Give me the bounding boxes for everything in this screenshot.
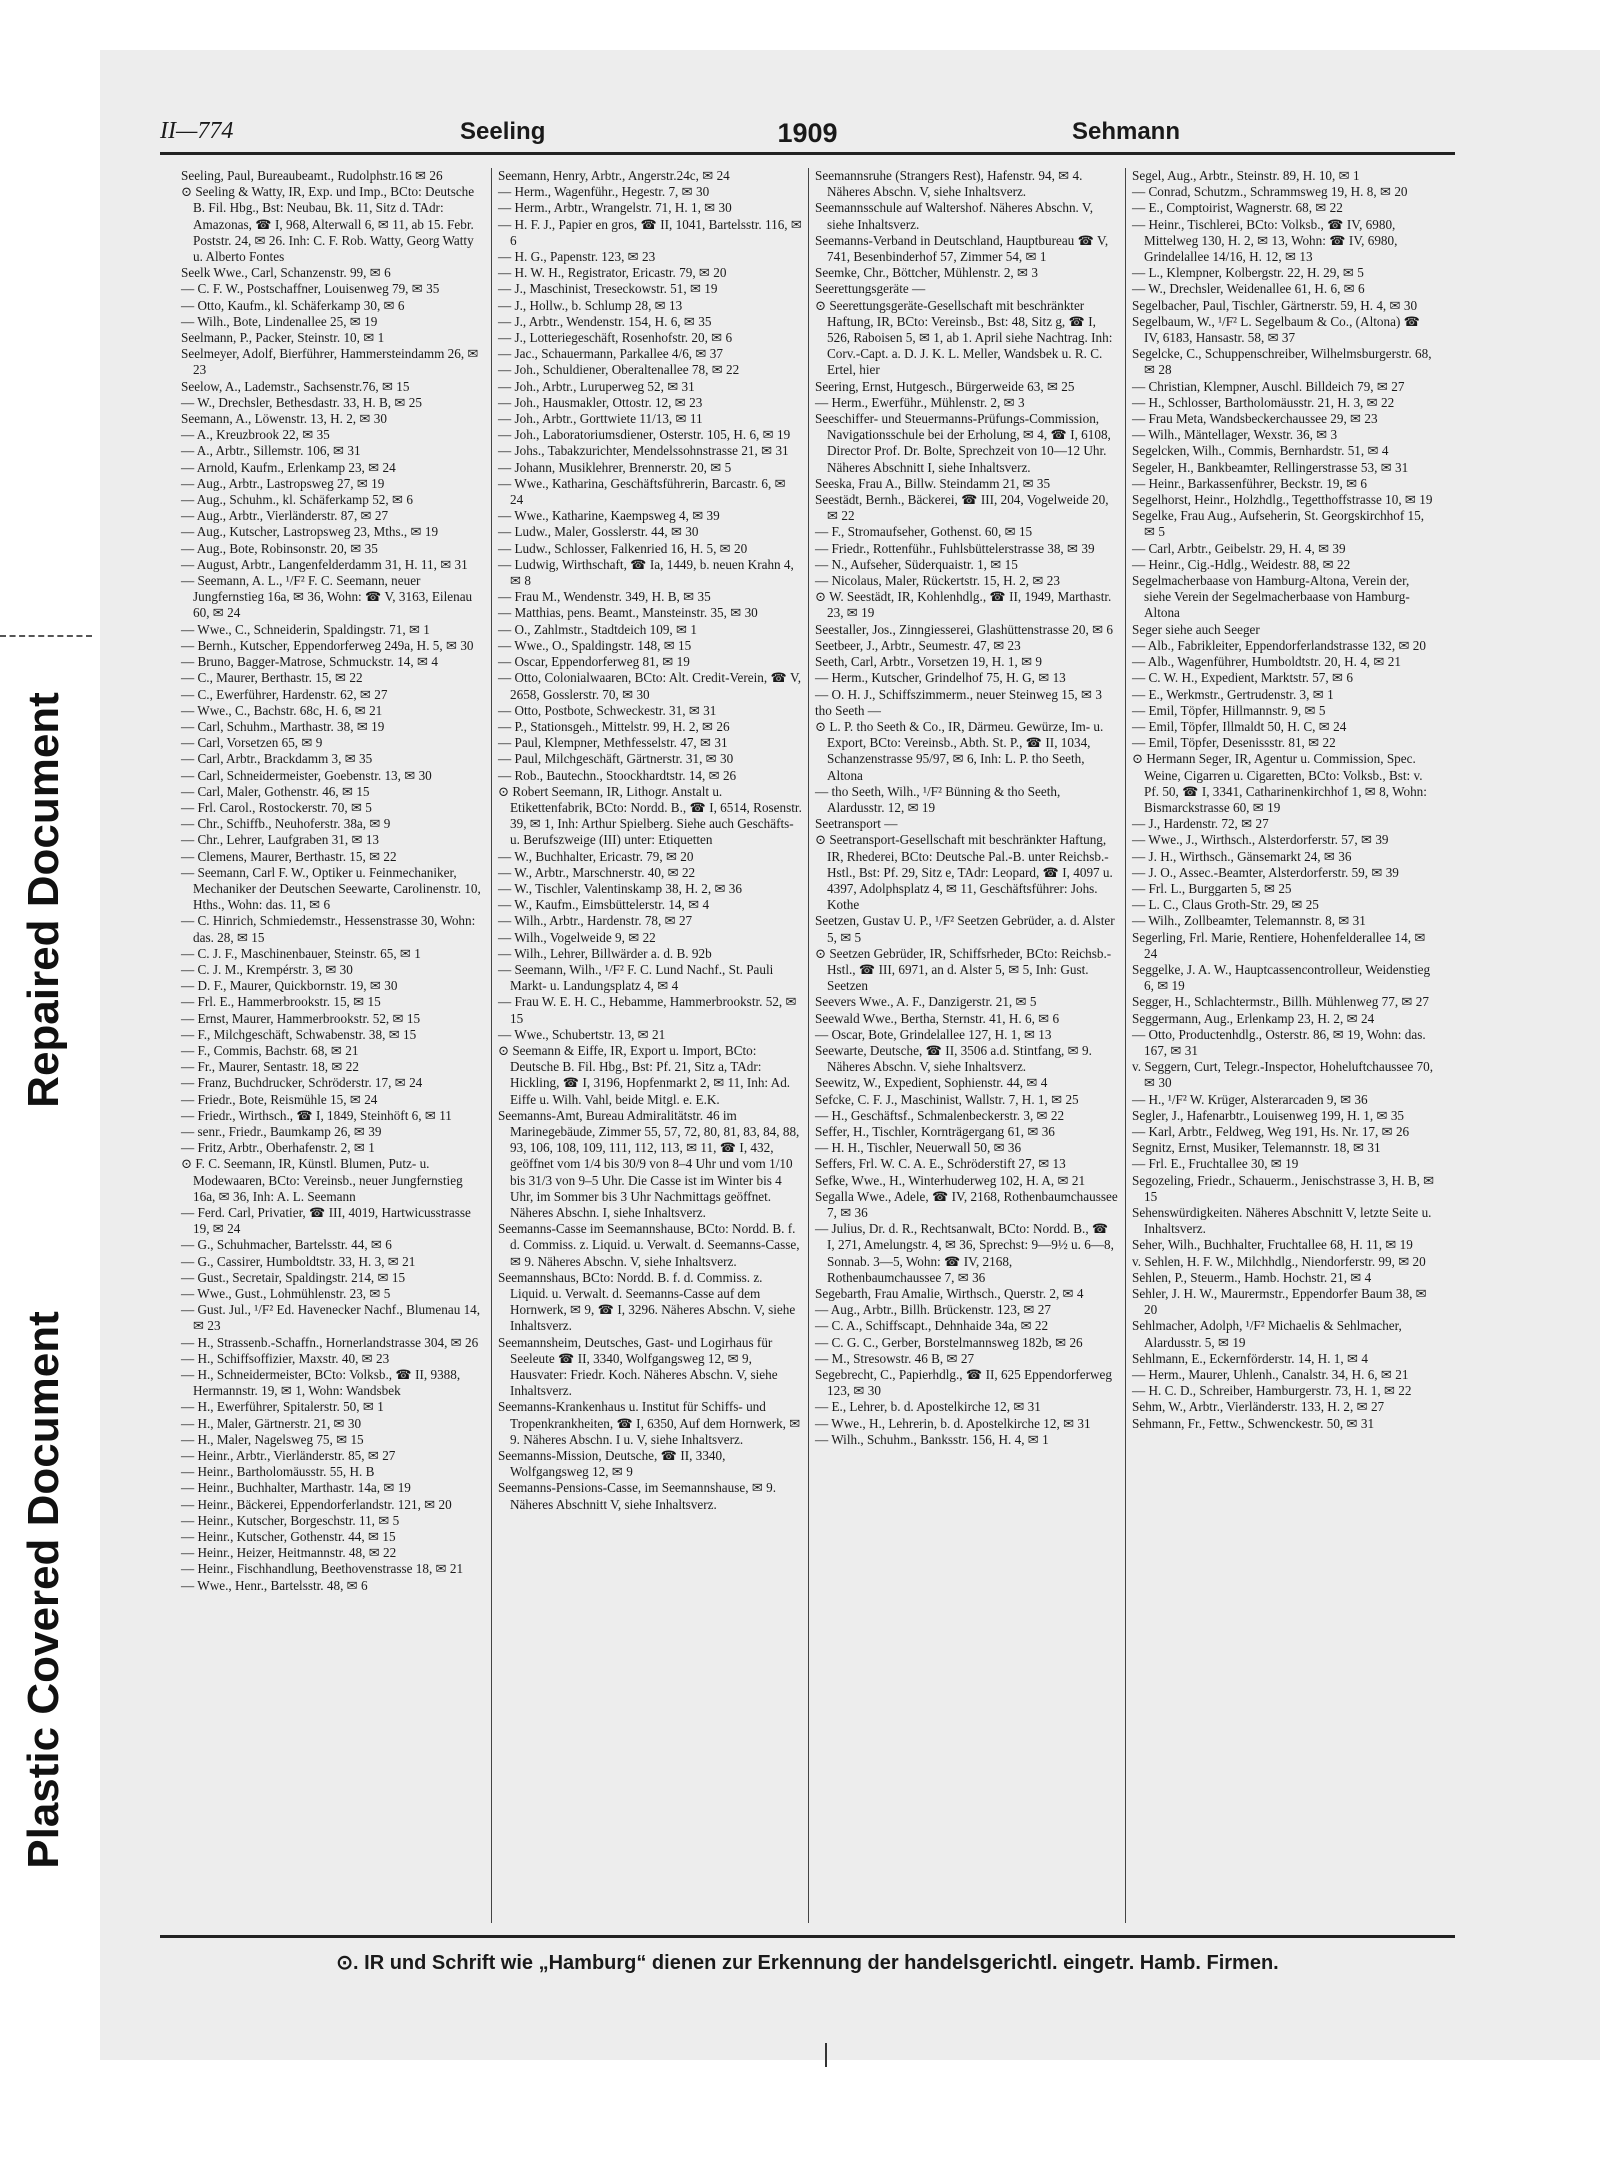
directory-entry: — C., Maurer, Berthastr. 15, ✉ 22 (181, 670, 363, 686)
directory-entry: tho Seeth — (815, 702, 881, 718)
directory-entry: Seelmeyer, Adolf, Bierführer, Hammersteindamm 26, ✉ 23 (181, 346, 479, 378)
directory-entry: Segel, Aug., Arbtr., Steinstr. 89, H. 10, ✉ 1 (1132, 168, 1360, 183)
directory-entry: — O. H. J., Schiffszimmerm., neuer Steinweg 15, ✉ 3 (815, 686, 1102, 702)
directory-entry: — Heinr., Bartholomäusstr. 55, H. B (181, 1464, 375, 1480)
directory-entry: — Wilh., Zollbeamter, Telemannstr. 8, ✉ 31 (1132, 913, 1366, 929)
directory-entry: — F., Commis, Bachstr. 68, ✉ 21 (181, 1042, 359, 1058)
directory-entry: — Seemann, A. L., ¹/F² F. C. Seemann, neuer Jungfernstieg 16a, ✉ 36, Wohn: ☎ V, 3163, Eilenau 60, ✉ 24 (181, 573, 473, 621)
directory-entry: — Heinr., Kutscher, Gothenstr. 44, ✉ 15 (181, 1529, 396, 1545)
directory-entry: Seemannsschule auf Waltershof. Näheres Abschn. V, siehe Inhaltsverz. (815, 200, 1094, 232)
directory-entry: — C. F. W., Postschaffner, Louisenweg 79, ✉ 35 (181, 281, 440, 297)
directory-entry: Seetzen, Gustav U. P., ¹/F² Seetzen Gebrüder, a. d. Alster 5, ✉ 5 (815, 913, 1115, 945)
directory-entry: — Julius, Dr. d. R., Rechtsanwalt, BCto: Nordd. B., ☎ I, 271, Amelungstr. 4, ✉ 36, Sprechst: 9—9½ u. 6—8, Sonnab. 3—5, Wohn: ☎ IV, 2168, Rothenbaumchaussee 7, ✉ 36 (815, 1221, 1114, 1285)
directory-entry: — E., Werkmstr., Gertrudenstr. 3, ✉ 1 (1132, 686, 1334, 702)
margin-tick (825, 2043, 827, 2067)
directory-entry: — W., Kaufm., Eimsbüttelerstr. 14, ✉ 4 (498, 897, 710, 913)
directory-entry: — Bernh., Kutscher, Eppendorferweg 249a, H. 5, ✉ 30 (181, 637, 474, 653)
column-3 (809, 168, 1126, 1923)
directory-entry: — August, Arbtr., Langenfelderdamm 31, H. 11, ✉ 31 (181, 556, 468, 572)
page-reference: II—774 (160, 118, 234, 144)
directory-entry: — Nicolaus, Maler, Rückertstr. 15, H. 2, ✉ 23 (815, 573, 1060, 589)
directory-entry: — Conrad, Schutzm., Schrammsweg 19, H. 8, ✉ 20 (1132, 184, 1408, 200)
directory-entry: — D. F., Maurer, Quickbornstr. 19, ✉ 30 (181, 978, 398, 994)
directory-entry: — Heinr., Kutscher, Borgeschstr. 11, ✉ 5 (181, 1512, 400, 1528)
directory-entry: ⊙ W. Seestädt, IR, Kohlenhdlg., ☎ II, 1949, Marthastr. 23, ✉ 19 (815, 589, 1112, 621)
directory-entry: — M., Stresowstr. 46 B, ✉ 27 (815, 1350, 975, 1366)
directory-entry: Seewald Wwe., Bertha, Sternstr. 41, H. 6, ✉ 6 (815, 1010, 1060, 1026)
directory-entry: — J., Lotteriegeschäft, Rosenhofstr. 20, ✉ 6 (498, 330, 733, 346)
directory-entry: — H., ¹/F² W. Krüger, Alsterarcaden 9, ✉ 36 (1132, 1091, 1368, 1107)
directory-entry: — Aug., Kutscher, Lastropsweg 23, Mths., ✉ 19 (181, 524, 439, 540)
directory-entry: — A., Kreuzbrook 22, ✉ 35 (181, 427, 330, 443)
directory-entry: Seeska, Frau A., Billw. Steindamm 21, ✉ 35 (815, 475, 1051, 491)
directory-entry: Sehm, W., Arbtr., Vierländerstr. 133, H. 2, ✉ 27 (1132, 1399, 1385, 1415)
directory-entry: Segler, J., Hafenarbtr., Louisenweg 199, H. 1, ✉ 35 (1132, 1107, 1405, 1123)
directory-entry: — Wilh., Mäntellager, Wexstr. 36, ✉ 3 (1132, 427, 1338, 443)
directory-entry: — Fr., Maurer, Sentastr. 18, ✉ 22 (181, 1059, 359, 1075)
directory-page (160, 100, 1455, 2005)
directory-entry: — Wwe., Gust., Lohmühlenstr. 23, ✉ 5 (181, 1286, 391, 1302)
directory-entry: Sehlmacher, Adolph, ¹/F² Michaelis & Sehlmacher, Alardusstr. 5, ✉ 19 (1132, 1318, 1402, 1350)
directory-entry: Seewarte, Deutsche, ☎ II, 3506 a.d. Stintfang, ✉ 9. Näheres Abschn. V, siehe Inhaltsverz. (815, 1042, 1092, 1075)
directory-entry: — Matthias, pens. Beamt., Mansteinstr. 35, ✉ 30 (498, 605, 758, 621)
directory-entry: Seemanns-Verband in Deutschland, Hauptbureau ☎ V, 741, Besenbinderhof 57, Zimmer 54, ✉ 1 (815, 232, 1109, 265)
directory-entry: — W., Buchhalter, Ericastr. 79, ✉ 20 (498, 848, 694, 864)
directory-entry: — Wwe., H., Lehrerin, b. d. Apostelkirche 12, ✉ 31 (815, 1415, 1091, 1431)
directory-entry: — Jac., Schauermann, Parkallee 4/6, ✉ 37 (498, 346, 723, 362)
directory-entry: Seetbeer, J., Arbtr., Seumestr. 47, ✉ 23 (815, 637, 1021, 653)
directory-entry: Segelcke, C., Schuppenschreiber, Wilhelmsburgerstr. 68, ✉ 28 (1132, 346, 1432, 378)
directory-entry: Seemann, Henry, Arbtr., Angerstr.24c, ✉ 24 (498, 168, 730, 183)
directory-entry: — Aug., Schuhm., kl. Schäferkamp 52, ✉ 6 (181, 492, 413, 508)
directory-entry: — Frau M., Wendenstr. 349, H. B, ✉ 35 (498, 589, 711, 605)
directory-entry: Sehenswürdigkeiten. Näheres Abschnitt V, letzte Seite u. Inhaltsverz. (1132, 1205, 1432, 1237)
directory-entry: — Wwe., Katharine, Kaempsweg 4, ✉ 39 (498, 508, 720, 524)
directory-entry: — W., Drechsler, Bethesdastr. 33, H. B, ✉ 25 (181, 394, 422, 410)
directory-entry: — H., Maler, Nagelsweg 75, ✉ 15 (181, 1431, 364, 1447)
directory-entry: — Gust., Secretair, Spaldingstr. 214, ✉ 15 (181, 1269, 406, 1285)
directory-entry: — Carl, Arbtr., Geibelstr. 29, H. 4, ✉ 39 (1132, 540, 1346, 556)
directory-entry: — Wwe., J., Wirthsch., Alsterdorferstr. 57, ✉ 39 (1132, 832, 1389, 848)
directory-entry: Sehmann, Fr., Fettw., Schwenckestr. 50, ✉ 31 (1132, 1415, 1375, 1431)
directory-entry: Seemannshaus, BCto: Nordd. B. f. d. Commiss. z. Liquid. u. Verwalt. d. Seemanns-Casse auf dem Hornwerk, ✉ 9, ☎ I, 3296. Näheres Abschn. V, siehe Inhaltsverz. (498, 1269, 796, 1334)
directory-entry: — J. H., Wirthsch., Gänsemarkt 24, ✉ 36 (1132, 848, 1352, 864)
directory-entry: — Karl, Arbtr., Feldweg, Weg 191, Hs. Nr. 17, ✉ 26 (1132, 1123, 1410, 1139)
directory-entry: — H. C. D., Schreiber, Hamburgerstr. 73, H. 1, ✉ 22 (1132, 1383, 1412, 1399)
directory-entry: — Wilh., Arbtr., Hardenstr. 78, ✉ 27 (498, 913, 693, 929)
directory-entry: — Ludwig, Wirthschaft, ☎ Ia, 1449, b. neuen Krahn 4, ✉ 8 (498, 556, 794, 589)
directory-entry: — Joh., Schuldiener, Oberaltenallee 78, ✉ 22 (498, 362, 740, 378)
directory-entry: v. Sehlen, H. F. W., Milchhdlg., Niendorferstr. 99, ✉ 20 (1132, 1253, 1426, 1269)
directory-entry: Sehlen, P., Steuerm., Hamb. Hochstr. 21, ✉ 4 (1132, 1269, 1372, 1285)
directory-entry: Seffers, Frl. W. C. A. E., Schröderstift 27, ✉ 13 (815, 1156, 1066, 1172)
directory-entry: Sefke, Wwe., H., Winterhuderweg 102, H. A, ✉ 21 (815, 1172, 1086, 1188)
directory-entry: Seelk Wwe., Carl, Schanzenstr. 99, ✉ 6 (181, 265, 391, 281)
directory-entry: Segerling, Frl. Marie, Rentiere, Hohenfelderallee 14, ✉ 24 (1132, 929, 1426, 961)
directory-entry: — H., Ewerführer, Spitalerstr. 50, ✉ 1 (181, 1399, 384, 1415)
directory-entry: Seemann, A., Löwenstr. 13, H. 2, ✉ 30 (181, 411, 387, 427)
directory-entry: — E., Lehrer, b. d. Apostelkirche 12, ✉ 31 (815, 1399, 1041, 1415)
directory-entry: Segalla Wwe., Adele, ☎ IV, 2168, Rothenbaumchaussee 7, ✉ 36 (815, 1188, 1118, 1220)
directory-entry: — H. W. H., Registrator, Ericastr. 79, ✉ 20 (498, 265, 727, 281)
directory-entry: — Frl. L., Burggarten 5, ✉ 25 (1132, 880, 1292, 896)
directory-entry: — W., Drechsler, Weidenallee 61, H. 6, ✉ 6 (1132, 281, 1365, 297)
directory-entry: — Wilh., Bote, Lindenallee 25, ✉ 19 (181, 313, 378, 329)
directory-entry: — Clemens, Maurer, Berthastr. 15, ✉ 22 (181, 848, 397, 864)
page-header (160, 118, 1455, 155)
directory-entry: Segozeling, Friedr., Schauerm., Jenischstrasse 3, H. B, ✉ 15 (1132, 1172, 1435, 1204)
directory-entry: — Carl, Vorsetzen 65, ✉ 9 (181, 735, 323, 751)
directory-entry: Seeling, Paul, Bureaubeamt., Rudolphstr.16 ✉ 26 (181, 168, 443, 183)
column-1 (175, 168, 492, 1923)
directory-entry: Seewitz, W., Expedient, Sophienstr. 44, ✉ 4 (815, 1075, 1048, 1091)
directory-entry: ⊙ Seetransport-Gesellschaft mit beschränkter Haftung, IR, Rhederei, BCto: Deutsche Pal.-B. unter Reichsb.-Hstl., Bst: Pf. 29, Sitz e, TAdr: Leopard, ☎ I, 4097 u. 4397, Adolphsplatz 4, ✉ 11, Geschäftsführer: Johs. Kothe (815, 832, 1113, 913)
directory-entry: ⊙ Seerettungsgeräte-Gesellschaft mit beschränkter Haftung, IR, BCto: Vereinsb., Bst: 48, Sitz g, ☎ I, 526, Raboisen 5, ✉ 1, ab 1. April siehe Nachtrag. Inh: Corv.-Capt. a. D. J. K. L. Meller, Wandsbek u. R. C. Ertel, hier (815, 297, 1113, 378)
directory-entry: Seger siehe auch Seeger (1132, 621, 1260, 637)
directory-entry: — H., Schlosser, Bartholomäusstr. 21, H. 3, ✉ 22 (1132, 394, 1395, 410)
directory-entry: — Heinr., Barkassenführer, Beckstr. 19, ✉ 6 (1132, 475, 1368, 491)
directory-entry: Segelbacher, Paul, Tischler, Gärtnerstr. 59, H. 4, ✉ 30 (1132, 297, 1418, 313)
directory-entry: — Friedr., Bote, Reismühle 15, ✉ 24 (181, 1091, 378, 1107)
directory-entry: — Otto, Postbote, Schweckestr. 31, ✉ 31 (498, 702, 717, 718)
directory-entry: — Herm., Arbtr., Wrangelstr. 71, H. 1, ✉ 30 (498, 200, 732, 216)
directory-entry: — H., Schiffsoffizier, Maxstr. 40, ✉ 23 (181, 1350, 390, 1366)
directory-entry: — O., Zahlmstr., Stadtdeich 109, ✉ 1 (498, 621, 697, 637)
directory-entry: — Wwe., Henr., Bartelsstr. 48, ✉ 6 (181, 1577, 368, 1593)
directory-entry: Seemannsruhe (Strangers Rest), Hafenstr. 94, ✉ 4. Näheres Abschn. V, siehe Inhaltsverz. (815, 168, 1083, 200)
directory-entry: — Christian, Klempner, Auschl. Billdeich 79, ✉ 27 (1132, 378, 1405, 394)
directory-columns (175, 168, 1445, 1923)
directory-entry: Seemanns-Krankenhaus u. Institut für Schiffs- und Tropenkrankheiten, ☎ I, 6350, Auf dem Hornwerk, ✉ 9. Näheres Abschn. I u. V, siehe Inhaltsverz. (498, 1399, 801, 1447)
header-first-word: Seeling (460, 118, 546, 145)
directory-entry: Seelow, A., Lademstr., Sachsenstr.76, ✉ 15 (181, 378, 410, 394)
directory-entry: — Joh., Laboratoriumsdiener, Osterstr. 105, H. 6, ✉ 19 (498, 427, 791, 443)
plastic-covered-label: Plastic Covered Document (19, 1311, 68, 1869)
directory-entry: Seelmann, P., Packer, Steinstr. 10, ✉ 1 (181, 330, 385, 346)
directory-entry: — G., Schuhmacher, Bartelsstr. 44, ✉ 6 (181, 1237, 392, 1253)
directory-entry: — Fritz, Arbtr., Oberhafenstr. 2, ✉ 1 (181, 1140, 375, 1156)
directory-entry: — Carl, Schuhm., Marthastr. 38, ✉ 19 (181, 718, 385, 734)
directory-entry: — F., Stromaufseher, Gothenst. 60, ✉ 15 (815, 524, 1033, 540)
directory-entry: — Aug., Arbtr., Billh. Brückenstr. 123, ✉ 27 (815, 1302, 1051, 1318)
directory-entry: Seffer, H., Tischler, Kornträgergang 61, ✉ 36 (815, 1123, 1055, 1139)
header-last-word: Sehmann (1071, 118, 1180, 145)
directory-entry: — L., Klempner, Kolbergstr. 22, H. 29, ✉ 5 (1132, 265, 1364, 281)
directory-entry: — L. C., Claus Groth-Str. 29, ✉ 25 (1132, 897, 1319, 913)
directory-entry: — Frl. E., Fruchtallee 30, ✉ 19 (1132, 1156, 1299, 1172)
directory-entry: Seevers Wwe., A. F., Danzigerstr. 21, ✉ 5 (815, 994, 1037, 1010)
directory-entry: — H. H., Tischler, Neuerwall 50, ✉ 36 (815, 1140, 1022, 1156)
directory-entry: — Johs., Tabakzurichter, Mendelssohnstrasse 21, ✉ 31 (498, 443, 789, 459)
directory-entry: — Heinr., Buchhalter, Marthastr. 14a, ✉ 19 (181, 1480, 411, 1496)
directory-entry: Seggermann, Aug., Erlenkamp 23, H. 2, ✉ 24 (1132, 1010, 1375, 1026)
directory-entry: ⊙ L. P. tho Seeth & Co., IR, Därmeu. Gewürze, Im- u. Export, BCto: Vereinsb., Abth. St. P., ☎ II, 1034, Schanzenstrasse 95/97, ✉ 6, Inh: L. P. tho Seeth, Altona (815, 718, 1104, 783)
directory-entry: — C. J. F., Maschinenbauer, Steinstr. 65, ✉ 1 (181, 945, 421, 961)
directory-entry: — Joh., Hausmakler, Ottostr. 12, ✉ 23 (498, 394, 703, 410)
directory-entry: — Frl. E., Hammerbrookstr. 15, ✉ 15 (181, 994, 381, 1010)
directory-entry: — J. O., Assec.-Beamter, Alsterdorferstr. 59, ✉ 39 (1132, 864, 1399, 880)
directory-entry: — Heinr., Bäckerei, Eppendorferlandstr. 121, ✉ 20 (181, 1496, 452, 1512)
directory-entry: — Emil, Töpfer, Hillmannstr. 9, ✉ 5 (1132, 702, 1326, 718)
directory-entry: ⊙ Seetzen Gebrüder, IR, Schiffsrheder, BCto: Reichsb.-Hstl., ☎ III, 6971, an d. Alster 5, ✉ 5, Inh: Gust. Seetzen (815, 945, 1112, 994)
directory-entry: — Herm., Maurer, Uhlenh., Canalstr. 34, H. 6, ✉ 21 (1132, 1367, 1409, 1383)
directory-entry: — Heinr., Heizer, Heitmannstr. 48, ✉ 22 (181, 1545, 397, 1561)
directory-entry: — Rob., Bautechn., Stoockhardtstr. 14, ✉ 26 (498, 767, 737, 783)
column-4 (1126, 168, 1443, 1923)
directory-entry: — C. A., Schiffscapt., Dehnhaide 34a, ✉ 22 (815, 1318, 1049, 1334)
directory-entry: Segeler, H., Bankbeamter, Rellingerstrasse 53, ✉ 31 (1132, 459, 1409, 475)
directory-entry: Segelmacherbaase von Hamburg-Altona, Verein der, siehe Verein der Segelmacherbaase von Hamburg-Altona (1132, 573, 1410, 621)
directory-entry: Seeth, Carl, Arbtr., Vorsetzen 19, H. 1, ✉ 9 (815, 654, 1043, 670)
directory-entry: ⊙ Robert Seemann, IR, Lithogr. Anstalt u. Etikettenfabrik, BCto: Nordd. B., ☎ I, 6514, Rosenstr. 39, ✉ 1, Inh: Arthur Spielberg. Siehe auch Geschäfts- u. Berufszweige (III) unter: Etiquetten (498, 783, 802, 848)
directory-entry: — Franz, Buchdrucker, Schröderstr. 17, ✉ 24 (181, 1075, 423, 1091)
directory-entry: — Heinr., Tischlerei, BCto: Volksb., ☎ IV, 6980, Mittelweg 130, H. 2, ✉ 13, Wohn: ☎ IV, 6980, Grindelallee 14/16, H. 12, ✉ 13 (1132, 216, 1398, 265)
directory-entry: Seemke, Chr., Böttcher, Mühlenstr. 2, ✉ 3 (815, 265, 1038, 281)
directory-entry: — H., Geschäftsf., Schmalenbeckerstr. 3, ✉ 22 (815, 1107, 1065, 1123)
directory-entry: — G., Cassirer, Humboldtstr. 33, H. 3, ✉ 21 (181, 1253, 416, 1269)
directory-entry: ⊙ Hermann Seger, IR, Agentur u. Commission, Spec. Weine, Cigarren u. Cigaretten, BCto: Volksb., Bst: v. Pf. 50, ☎ I, 3341, Catharinenkirchhof 1, ✉ 8, Wohn: Bismarckstrasse 60, ✉ 19 (1132, 751, 1427, 815)
directory-entry: — H., Maler, Gärtnerstr. 21, ✉ 30 (181, 1415, 362, 1431)
directory-entry: — Ernst, Maurer, Hammerbrookstr. 52, ✉ 15 (181, 1010, 421, 1026)
directory-entry: — tho Seeth, Wilh., ¹/F² Bünning & tho Seeth, Alardusstr. 12, ✉ 19 (815, 783, 1061, 815)
directory-entry: — C. W. H., Expedient, Marktstr. 57, ✉ 6 (1132, 670, 1353, 686)
directory-entry: — Gust. Jul., ¹/F² Ed. Havenecker Nachf., Blumenau 14, ✉ 23 (181, 1302, 481, 1334)
directory-entry: Segger, H., Schlachtermstr., Billh. Mühlenweg 77, ✉ 27 (1132, 994, 1429, 1010)
directory-entry: ⊙ Seemann & Eiffe, IR, Export u. Import, BCto: Deutsche B. Fil. Hbg., Bst: Pf. 21, Sitz a, TAdr: Hickling, ☎ I, 3196, Hopfenmarkt 2, ✉ 11, Inh: Ad. Eiffe u. Wilh. Vahl, beide Mitgl. e. E.K. (498, 1042, 791, 1107)
directory-entry: Seering, Ernst, Hutgesch., Bürgerweide 63, ✉ 25 (815, 378, 1075, 394)
directory-entry: Seggelke, J. A. W., Hauptcassencontrolleur, Weidenstieg 6, ✉ 19 (1132, 961, 1431, 994)
directory-entry: — Arnold, Kaufm., Erlenkamp 23, ✉ 24 (181, 459, 396, 475)
directory-entry: Seestaller, Jos., Zinngiesserei, Glashüttenstrasse 20, ✉ 6 (815, 621, 1114, 637)
directory-entry: — Emil, Töpfer, Desenissstr. 81, ✉ 22 (1132, 735, 1336, 751)
directory-entry: — Alb., Wagenführer, Humboldtstr. 20, H. 4, ✉ 21 (1132, 654, 1401, 670)
directory-entry: — Alb., Fabrikleiter, Eppendorferlandstrasse 132, ✉ 20 (1132, 637, 1426, 653)
directory-entry: — Carl, Maler, Gothenstr. 46, ✉ 15 (181, 783, 370, 799)
directory-entry: — H., Schneidermeister, BCto: Volksb., ☎ II, 9388, Hermannstr. 19, ✉ 1, Wohn: Wandsbek (181, 1367, 461, 1399)
directory-entry: — J., Arbtr., Wendenstr. 154, H. 6, ✉ 35 (498, 313, 712, 329)
directory-entry: ⊙ F. C. Seemann, IR, Künstl. Blumen, Putz- u. Modewaaren, BCto: Vereinsb., neuer Jungfernstieg 16a, ✉ 36, Inh: A. L. Seemann (181, 1156, 463, 1204)
directory-entry: Sefcke, C. F. J., Maschinist, Wallstr. 7, H. 1, ✉ 25 (815, 1091, 1079, 1107)
directory-entry: — N., Aufseher, Süderquaistr. 1, ✉ 15 (815, 556, 1018, 572)
directory-entry: — Herm., Wagenführ., Hegestr. 7, ✉ 30 (498, 184, 710, 200)
directory-entry: — Oscar, Eppendorferweg 81, ✉ 19 (498, 654, 690, 670)
directory-entry: Seetransport — (815, 816, 898, 832)
directory-entry: — C. Hinrich, Schmiedemstr., Hessenstrasse 30, Wohn: das. 28, ✉ 15 (181, 913, 476, 945)
directory-entry: Segebrecht, C., Papierhdlg., ☎ II, 625 Eppendorferweg 123, ✉ 30 (815, 1367, 1112, 1399)
directory-entry: Seemanns-Pensions-Casse, im Seemannshause, ✉ 9. Näheres Abschnitt V, siehe Inhaltsverz. (498, 1480, 777, 1512)
directory-entry: — W., Tischler, Valentinskamp 38, H. 2, ✉ 36 (498, 880, 742, 896)
directory-entry: — Joh., Arbtr., Gorttwiete 11/13, ✉ 11 (498, 411, 703, 427)
directory-entry: Seemanns-Mission, Deutsche, ☎ II, 3340, Wolfgangsweg 12, ✉ 9 (498, 1448, 726, 1480)
header-year: 1909 (777, 118, 838, 148)
directory-entry: — Frau W. E. H. C., Hebamme, Hammerbrookstr. 52, ✉ 15 (498, 994, 797, 1026)
directory-entry: — Bruno, Bagger-Matrose, Schmuckstr. 14, ✉ 4 (181, 654, 438, 670)
directory-entry: — Wilh., Schuhm., Banksstr. 156, H. 4, ✉ 1 (815, 1431, 1049, 1447)
directory-entry: Segelcken, Wilh., Commis, Bernhardstr. 51, ✉ 4 (1132, 443, 1389, 459)
directory-entry: — Aug., Bote, Robinsonstr. 20, ✉ 35 (181, 540, 378, 556)
column-2 (492, 168, 809, 1923)
directory-entry: — Wwe., C., Schneiderin, Spaldingstr. 71, ✉ 1 (181, 621, 430, 637)
directory-entry: — Otto, Productenhdlg., Osterstr. 86, ✉ 19, Wohn: das. 167, ✉ 31 (1132, 1026, 1426, 1058)
directory-entry: Seeschiffer- und Steuermanns-Prüfungs-Commission, Navigationsschule bei der Erholung, ✉ 4, ☎ I, 6108, Director Prof. Dr. Bolte, Sprechzeit von 10—12 Uhr. Näheres Abschnitt I, siehe Inhaltsverz. (815, 411, 1111, 475)
directory-entry: Segnitz, Ernst, Musiker, Telemannstr. 18, ✉ 31 (1132, 1140, 1381, 1156)
directory-entry: — W., Arbtr., Marschnerstr. 40, ✉ 22 (498, 864, 696, 880)
directory-entry: — H. G., Papenstr. 123, ✉ 23 (498, 249, 656, 265)
directory-entry: Seestädt, Bernh., Bäckerei, ☎ III, 204, Vogelweide 20, ✉ 22 (815, 492, 1109, 524)
directory-entry: — senr., Friedr., Baumkamp 26, ✉ 39 (181, 1123, 382, 1139)
directory-entry: Sehlmann, E., Eckernförderstr. 14, H. 1, ✉ 4 (1132, 1350, 1368, 1366)
directory-entry: Seerettungsgeräte — (815, 281, 926, 297)
directory-entry: Segelbaum, W., ¹/F² L. Segelbaum & Co., (Altona) ☎ IV, 6183, Hansastr. 58, ✉ 37 (1132, 313, 1421, 346)
directory-entry: — Herm., Ewerführ., Mühlenstr. 2, ✉ 3 (815, 394, 1025, 410)
directory-entry: — Ludw., Maler, Gosslerstr. 44, ✉ 30 (498, 524, 699, 540)
directory-entry: — Frau Meta, Wandsbeckerchaussee 29, ✉ 23 (1132, 411, 1378, 427)
directory-entry: — P., Stationsgeh., Mittelstr. 99, H. 2, ✉ 26 (498, 718, 730, 734)
directory-entry: — Otto, Kaufm., kl. Schäferkamp 30, ✉ 6 (181, 297, 405, 313)
directory-entry: v. Seggern, Curt, Telegr.-Inspector, Hoheluftchaussee 70, ✉ 30 (1132, 1059, 1434, 1091)
directory-entry: — Ludw., Schlosser, Falkenried 16, H. 5, ✉ 20 (498, 540, 748, 556)
side-margin (0, 0, 88, 2177)
repaired-document-label: Repaired Document (19, 692, 68, 1108)
page-footer: ⊙. IR und Schrift wie „Hamburg“ dienen zur Erkennung der handelsgerichtl. eingetr. Hamb. Firmen. (160, 1935, 1455, 1975)
directory-entry: Seher, Wilh., Buchhalter, Fruchtallee 68, H. 11, ✉ 19 (1132, 1237, 1413, 1253)
directory-entry: — C. J. M., Krempérstr. 3, ✉ 30 (181, 961, 353, 977)
directory-entry: — Carl, Schneidermeister, Goebenstr. 13, ✉ 30 (181, 767, 432, 783)
directory-entry: — Paul, Milchgeschäft, Gärtnerstr. 31, ✉ 30 (498, 751, 734, 767)
directory-entry: — Heinr., Fischhandlung, Beethovenstrasse 18, ✉ 21 (181, 1561, 464, 1577)
directory-entry: — Aug., Arbtr., Lastropsweg 27, ✉ 19 (181, 475, 385, 491)
directory-entry: — F., Milchgeschäft, Schwabenstr. 38, ✉ 15 (181, 1026, 417, 1042)
directory-entry: — C., Ewerführer, Hardenstr. 62, ✉ 27 (181, 686, 388, 702)
directory-entry: Segelke, Frau Aug., Aufseherin, St. Georgskirchhof 15, ✉ 5 (1132, 508, 1425, 540)
cut-line (0, 635, 92, 637)
directory-entry: — Paul, Klempner, Methfesselstr. 47, ✉ 31 (498, 735, 728, 751)
directory-entry: — J., Hardenstr. 72, ✉ 27 (1132, 816, 1269, 832)
directory-entry: — Friedr., Wirthsch., ☎ I, 1849, Steinhöft 6, ✉ 11 (181, 1107, 452, 1123)
directory-entry: Segebarth, Frau Amalie, Wirthsch., Querstr. 2, ✉ 4 (815, 1286, 1084, 1302)
directory-entry: Sehler, J. H. W., Maurermstr., Eppendorfer Baum 38, ✉ 20 (1132, 1286, 1427, 1318)
directory-entry: — Joh., Arbtr., Luruperweg 52, ✉ 31 (498, 378, 695, 394)
directory-entry: — H. F. J., Papier en gros, ☎ II, 1041, Bartelsstr. 116, ✉ 6 (498, 216, 802, 248)
directory-entry: ⊙ Seeling & Watty, IR, Exp. und Imp., BCto: Deutsche B. Fil. Hbg., Bst: Neubau, Bk. 11, Sitz d. TAdr: Amazonas, ☎ I, 968, Alterwall 6, ✉ 11, ab 15. Febr. Poststr. 24, ✉ 26. Inh: C. F. Rob. Watty, Georg Watty u. Alberto Fontes (181, 184, 475, 265)
directory-entry: — Friedr., Rottenführ., Fuhlsbüttelerstrasse 38, ✉ 39 (815, 540, 1095, 556)
directory-entry: — J., Hollw., b. Schlump 28, ✉ 13 (498, 297, 683, 313)
directory-entry: — Chr., Schiffb., Neuhoferstr. 38a, ✉ 9 (181, 816, 391, 832)
directory-entry: — Emil, Töpfer, Illmaldt 50, H. C, ✉ 24 (1132, 718, 1347, 734)
directory-entry: — Heinr., Cig.-Hdlg., Weidestr. 88, ✉ 22 (1132, 556, 1351, 572)
directory-entry: — Wilh., Lehrer, Billwärder a. d. B. 92b (498, 945, 712, 961)
directory-entry: — Frl. Carol., Rostockerstr. 70, ✉ 5 (181, 799, 372, 815)
directory-entry: — Wilh., Vogelweide 9, ✉ 22 (498, 929, 656, 945)
directory-entry: — Oscar, Bote, Grindelallee 127, H. 1, ✉ 13 (815, 1026, 1052, 1042)
directory-entry: — Johann, Musiklehrer, Brennerstr. 20, ✉ 5 (498, 459, 732, 475)
directory-entry: — Aug., Arbtr., Vierländerstr. 87, ✉ 27 (181, 508, 389, 524)
directory-entry: — Seemann, Carl F. W., Optiker u. Feinmechaniker, Mechaniker der Deutschen Seewarte, Carolinenstr. 10, Hths., Wohn: das. 11, ✉ 6 (181, 864, 481, 913)
directory-entry: — Chr., Lehrer, Laufgraben 31, ✉ 13 (181, 832, 380, 848)
directory-entry: Seemanns-Amt, Bureau Admiralitätstr. 46 im Marinegebäude, Zimmer 55, 57, 72, 80, 81, 83, 84, 88, 93, 106, 108, 109, 111, 112, 113, ✉ 11, ☎ I, 432, geöffnet vom 1/4 bis 30/9 von 8–4 Uhr und vom 1/10 bis 31/3 von 9–5 Uhr. Die Casse ist im Winter bis 4 Uhr, im Sommer bis 3 Uhr Nachmittags geöffnet. Näheres Abschn. I, siehe Inhaltsverz. (498, 1107, 800, 1220)
directory-entry: — Seemann, Wilh., ¹/F² F. C. Lund Nachf., St. Pauli Markt- u. Landungsplatz 4, ✉ 4 (498, 961, 774, 994)
directory-entry: — J., Maschinist, Treseckowstr. 51, ✉ 19 (498, 281, 718, 297)
directory-entry: — Wwe., Katharina, Geschäftsführerin, Barcastr. 6, ✉ 24 (498, 475, 786, 508)
directory-entry: — C. G. C., Gerber, Borstelmannsweg 182b, ✉ 26 (815, 1334, 1083, 1350)
directory-entry: — Heinr., Arbtr., Vierländerstr. 85, ✉ 27 (181, 1448, 396, 1464)
directory-entry: Seemanns-Casse im Seemannshause, BCto: Nordd. B. f. d. Commiss. z. Liquid. u. Verwalt. d. Seemanns-Casse, ✉ 9. Näheres Abschn. V, siehe Inhaltsverz. (498, 1221, 800, 1269)
directory-entry: — A., Arbtr., Sillemstr. 106, ✉ 31 (181, 443, 361, 459)
directory-entry: — Otto, Colonialwaaren, BCto: Alt. Credit-Verein, ☎ V, 2658, Gosslerstr. 70, ✉ 30 (498, 670, 802, 702)
directory-entry: — Wwe., Schubertstr. 13, ✉ 21 (498, 1026, 666, 1042)
directory-entry: — Carl, Arbtr., Brackdamm 3, ✉ 35 (181, 751, 373, 767)
directory-entry: — E., Comptoirist, Wagnerstr. 68, ✉ 22 (1132, 200, 1343, 216)
directory-entry: — Wwe., C., Bachstr. 68c, H. 6, ✉ 21 (181, 702, 383, 718)
directory-entry: — Herm., Kutscher, Grindelhof 75, H. G, ✉ 13 (815, 670, 1066, 686)
directory-entry: — Wwe., O., Spaldingstr. 148, ✉ 15 (498, 637, 692, 653)
directory-entry: Segelhorst, Heinr., Holzhdlg., Tegetthoffstrasse 10, ✉ 19 (1132, 492, 1433, 508)
directory-entry: — Ferd. Carl, Privatier, ☎ III, 4019, Hartwicusstrasse 19, ✉ 24 (181, 1205, 471, 1237)
directory-entry: Seemannsheim, Deutsches, Gast- und Logirhaus für Seeleute ☎ II, 3340, Wolfgangsweg 12, ✉ 9, Hausvater: Friedr. Koch. Näheres Abschn. V, siehe Inhaltsverz. (498, 1334, 778, 1399)
directory-entry: — H., Strassenb.-Schaffn., Hornerlandstrasse 304, ✉ 26 (181, 1334, 479, 1350)
